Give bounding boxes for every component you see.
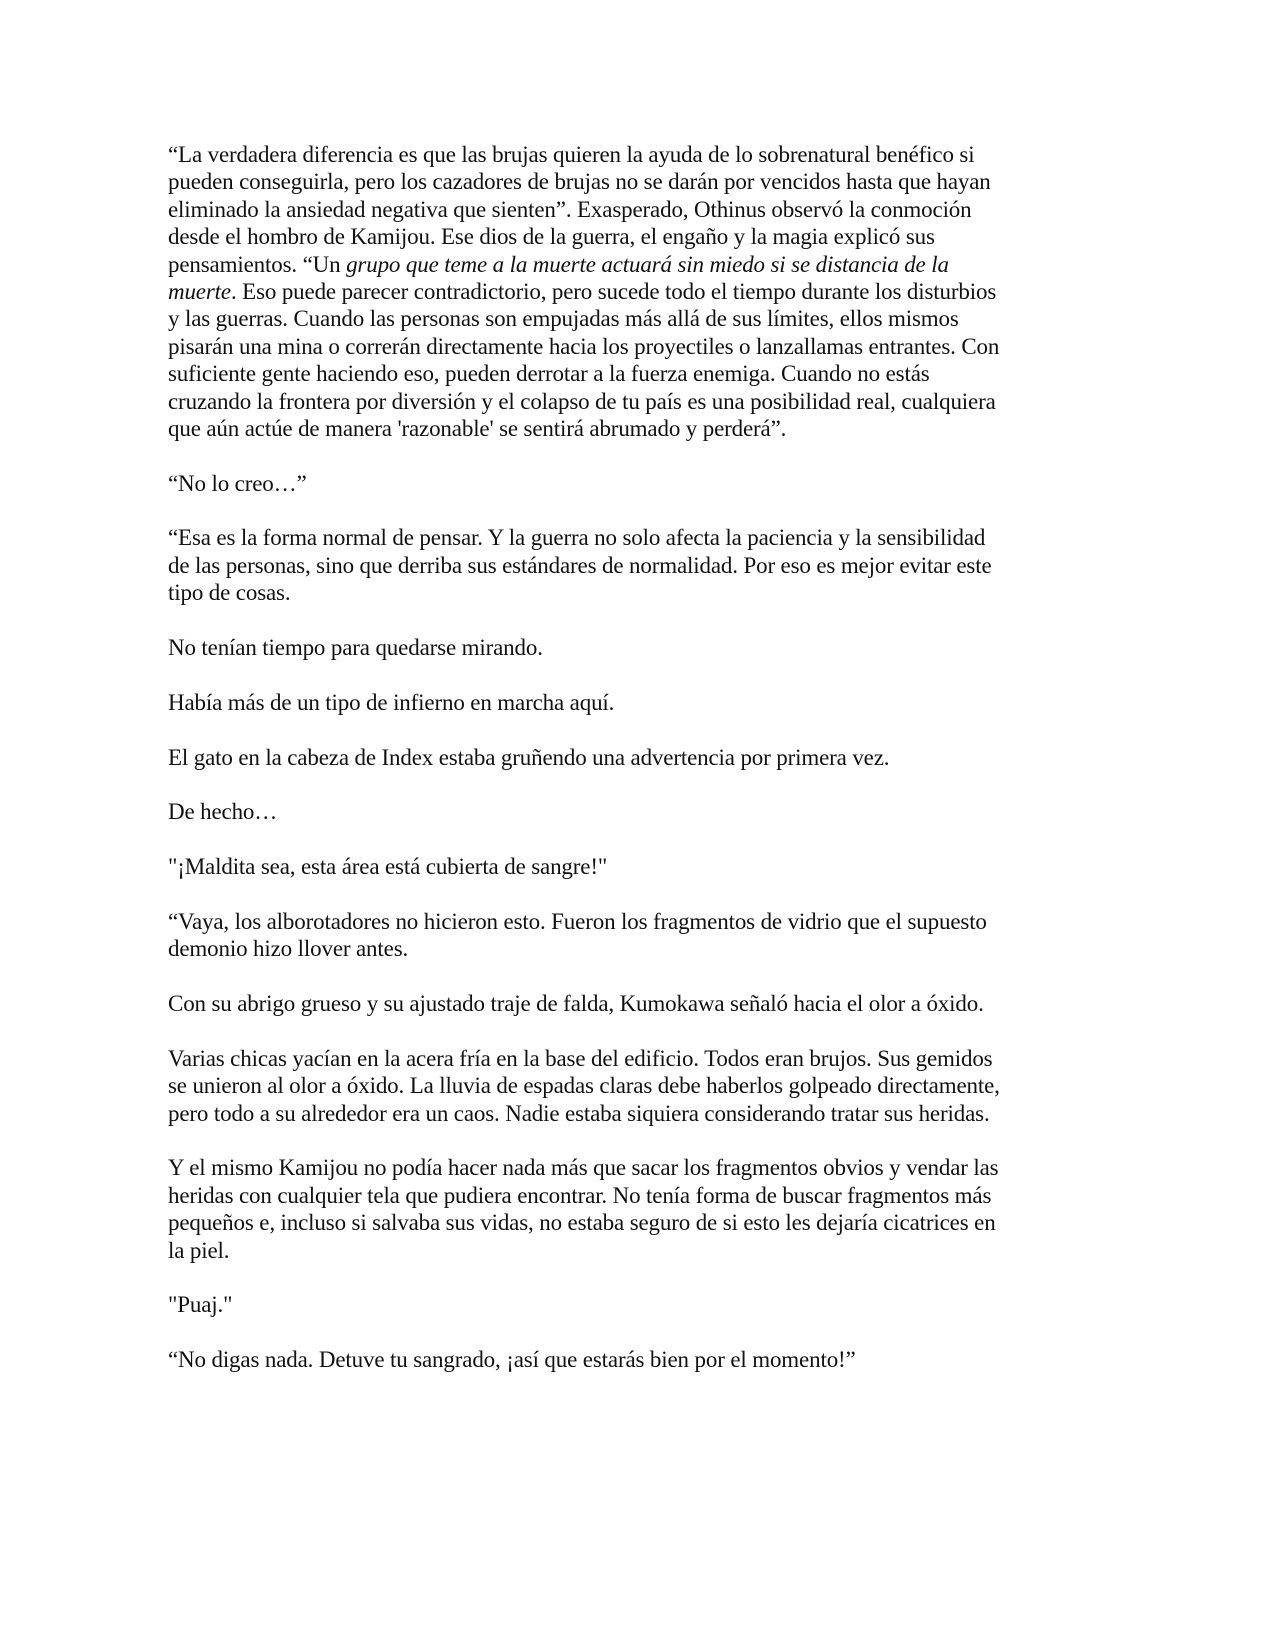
text-line: “Vaya, los alborotadores no hicieron esto. Fueron los fragmentos de vidrio que el supuesto — [168, 908, 987, 934]
paragraph — [168, 798, 1068, 825]
paragraph — [168, 990, 1068, 1017]
text-line — [168, 251, 1068, 278]
paragraph — [168, 1291, 1068, 1318]
text-line: pero todo a su alrededor era un caos. Nadie estaba siquiera considerando tratar sus heridas. — [168, 1100, 990, 1126]
paragraph — [168, 1045, 1068, 1127]
text-line: Había más de un tipo de infierno en marcha aquí. — [168, 689, 615, 715]
paragraph — [168, 1346, 1068, 1373]
text-line: “Esa es la forma normal de pensar. Y la guerra no solo afecta la paciencia y la sensibilidad — [168, 525, 986, 551]
text-line — [168, 278, 1068, 305]
paragraph — [168, 524, 1068, 606]
paragraph — [168, 689, 1068, 716]
text-line: pueden conseguirla, pero los cazadores de brujas no se darán por vencidos hasta que hayan — [168, 169, 991, 195]
paragraph — [168, 908, 1068, 963]
text-span: pensamientos. “Un — [168, 251, 347, 277]
text-line: de las personas, sino que derriba sus estándares de normalidad. Por eso es mejor evitar este — [168, 552, 992, 578]
text-line: suficiente gente haciendo eso, pueden derrotar a la fuerza enemiga. Cuando no estás — [168, 361, 930, 387]
text-line: “La verdadera diferencia es que las brujas quieren la ayuda de lo sobrenatural benéfico si — [168, 142, 975, 167]
italic-text: muerte — [168, 278, 231, 304]
text-line: eliminado la ansiedad negativa que sienten”. Exasperado, Othinus observó la conmoción — [168, 196, 972, 222]
paragraph — [168, 853, 1068, 880]
text-line: "Puaj." — [168, 1292, 233, 1318]
text-line: que aún actúe de manera 'razonable' se sentirá abrumado y perderá”. — [168, 415, 787, 441]
paragraph — [168, 141, 1068, 442]
text-line: Varias chicas yacían en la acera fría en la base del edificio. Todos eran brujos. Sus gemidos — [168, 1045, 993, 1071]
document-page — [168, 141, 1068, 1401]
paragraph — [168, 1154, 1068, 1264]
text-line: la piel. — [168, 1237, 230, 1263]
paragraph — [168, 634, 1068, 661]
text-line: Y el mismo Kamijou no podía hacer nada más que sacar los fragmentos obvios y vendar las — [168, 1155, 999, 1181]
text-line: El gato en la cabeza de Index estaba gruñendo una advertencia por primera vez. — [168, 744, 890, 770]
italic-text: grupo que teme a la muerte actuará sin miedo si se distancia de la — [346, 251, 949, 277]
text-line: Con su abrigo grueso y su ajustado traje de falda, Kumokawa señaló hacia el olor a óxido. — [168, 991, 984, 1017]
text-line: desde el hombro de Kamijou. Ese dios de la guerra, el engaño y la magia explicó sus — [168, 224, 935, 250]
text-line: tipo de cosas. — [168, 580, 291, 606]
text-line: cruzando la frontera por diversión y el colapso de tu país es una posibilidad real, cualquiera — [168, 388, 996, 414]
paragraph — [168, 744, 1068, 771]
text-line: “No digas nada. Detuve tu sangrado, ¡así que estarás bien por el momento!” — [168, 1347, 856, 1373]
text-line: pequeños e, incluso si salvaba sus vidas, no estaba seguro de si esto les dejaría cicatrices en — [168, 1210, 996, 1236]
text-span: . Eso puede parecer contradictorio, pero sucede todo el tiempo durante los disturbios — [230, 278, 997, 304]
text-line: se unieron al olor a óxido. La lluvia de espadas claras debe haberlos golpeado directamente, — [168, 1073, 1000, 1099]
text-line: pisarán una mina o correrán directamente hacia los proyectiles o lanzallamas entrantes. Con — [168, 333, 1000, 359]
text-line: "¡Maldita sea, esta área está cubierta de sangre!" — [168, 854, 608, 880]
text-line: “No lo creo…” — [168, 470, 307, 496]
text-line: No tenían tiempo para quedarse mirando. — [168, 635, 543, 661]
text-line: demonio hizo llover antes. — [168, 936, 409, 962]
text-line: De hecho… — [168, 799, 278, 825]
text-line: y las guerras. Cuando las personas son empujadas más allá de sus límites, ellos mismos — [168, 306, 959, 332]
text-line: heridas con cualquier tela que pudiera encontrar. No tenía forma de buscar fragmentos más — [168, 1182, 992, 1208]
paragraph — [168, 470, 1068, 497]
